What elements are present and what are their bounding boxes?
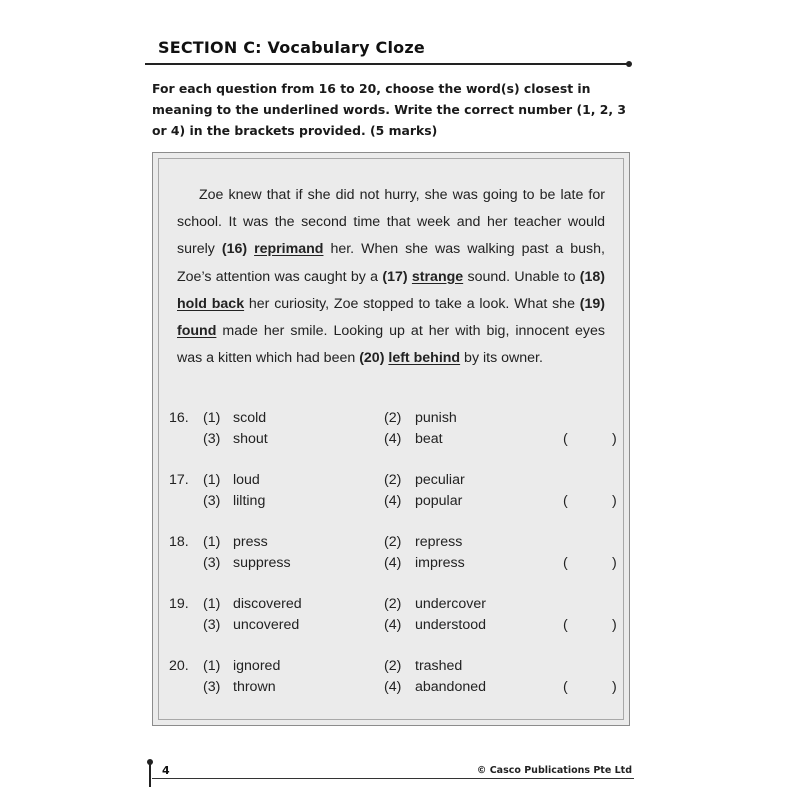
underlined-word-17 xyxy=(412,269,463,285)
passage-segment: made her smile. Looking up at her with big, innocent eyes was a kitten which had been xyxy=(177,323,605,367)
question-number: 17. xyxy=(169,472,189,488)
option-text: loud xyxy=(233,472,260,488)
footer-pin-stem xyxy=(149,761,151,787)
question-19 xyxy=(153,596,631,638)
passage-segment: sound. Unable to xyxy=(463,268,580,285)
passage-segment: her. When she was walking past a bush, Zoe’s attention was caught by a xyxy=(177,241,605,285)
answer-bracket-close: ) xyxy=(612,679,617,695)
option-label: (1) xyxy=(203,658,221,674)
underlined-word-16-text: reprimand xyxy=(254,241,324,258)
option-text: thrown xyxy=(233,679,276,695)
option-label: (4) xyxy=(384,431,402,447)
blank-number-16: (16) xyxy=(221,241,248,258)
question-number: 16. xyxy=(169,410,189,426)
section-title: SECTION C: Vocabulary Cloze xyxy=(158,38,425,57)
answer-bracket-open: ( xyxy=(563,493,568,509)
underlined-word-19-text: found xyxy=(177,323,217,340)
option-text: impress xyxy=(415,555,465,571)
option-text: shout xyxy=(233,431,268,447)
option-label: (3) xyxy=(203,679,221,695)
question-number: 20. xyxy=(169,658,189,674)
option-label: (2) xyxy=(384,410,402,426)
question-16 xyxy=(153,410,631,452)
answer-bracket-close: ) xyxy=(612,431,617,447)
title-rule xyxy=(145,63,629,65)
option-text: lilting xyxy=(233,493,266,509)
answer-bracket-open: ( xyxy=(563,617,568,633)
option-label: (3) xyxy=(203,555,221,571)
blank-number-20: (20) xyxy=(359,350,385,367)
answer-bracket-close: ) xyxy=(612,493,617,509)
question-18 xyxy=(153,534,631,576)
option-text: beat xyxy=(415,431,443,447)
option-text: peculiar xyxy=(415,472,465,488)
underlined-word-18 xyxy=(177,296,244,312)
passage-segment: her curiosity, Zoe stopped to take a look. What she xyxy=(244,295,580,312)
underlined-word-20 xyxy=(388,350,460,366)
option-label: (2) xyxy=(384,534,402,550)
underlined-word-17-text: strange xyxy=(411,268,464,285)
question-number: 19. xyxy=(169,596,189,612)
option-label: (2) xyxy=(384,472,402,488)
blank-number-19: (19) xyxy=(579,295,605,312)
option-text: abandoned xyxy=(415,679,487,695)
option-text: popular xyxy=(415,493,463,509)
question-number: 18. xyxy=(169,534,189,550)
option-text: understood xyxy=(415,617,486,633)
option-label: (1) xyxy=(203,534,221,550)
answer-bracket-open: ( xyxy=(563,431,568,447)
option-text: suppress xyxy=(233,555,291,571)
option-label: (4) xyxy=(384,679,402,695)
answer-bracket-open: ( xyxy=(563,555,568,571)
blank-number-18: (18) xyxy=(579,268,605,285)
underlined-word-19 xyxy=(177,323,216,339)
option-label: (3) xyxy=(203,617,221,633)
title-rule-dot xyxy=(626,61,632,67)
option-text: press xyxy=(233,534,268,550)
option-text: discovered xyxy=(233,596,302,612)
option-label: (1) xyxy=(203,472,221,488)
option-label: (4) xyxy=(384,555,402,571)
answer-bracket-open: ( xyxy=(563,679,568,695)
blank-number-17: (17) xyxy=(382,268,408,285)
option-text: uncovered xyxy=(233,617,300,633)
passage-segment: Zoe knew that if she did not hurry, she was going to be late for school. It was the second time that week and her teacher would surely xyxy=(177,187,605,258)
instructions: For each question from 16 to 20, choose the word(s) closest in meaning to the underlined words. Write the correct number (1, 2, 3 or 4) in the brackets provided. (5 marks) xyxy=(152,81,627,138)
option-label: (2) xyxy=(384,596,402,612)
option-label: (4) xyxy=(384,493,402,509)
passage-text xyxy=(177,182,605,372)
option-label: (1) xyxy=(203,596,221,612)
passage-segment: by its owner. xyxy=(460,350,543,367)
underlined-word-18-text: hold back xyxy=(177,295,245,312)
option-label: (3) xyxy=(203,431,221,447)
option-text: scold xyxy=(233,410,267,426)
option-text: undercover xyxy=(415,596,486,612)
answer-bracket-close: ) xyxy=(612,617,617,633)
option-label: (2) xyxy=(384,658,402,674)
option-text: ignored xyxy=(233,658,281,674)
answer-bracket-close: ) xyxy=(612,555,617,571)
underlined-word-20-text: left behind xyxy=(388,350,461,367)
option-label: (1) xyxy=(203,410,221,426)
footer-rule xyxy=(152,778,634,779)
question-17 xyxy=(153,472,631,514)
option-label: (4) xyxy=(384,617,402,633)
publisher-credit: © Casco Publications Pte Ltd xyxy=(476,765,632,776)
option-text: trashed xyxy=(415,658,463,674)
question-20 xyxy=(153,658,631,700)
option-label: (3) xyxy=(203,493,221,509)
underlined-word-16 xyxy=(254,241,323,257)
option-text: repress xyxy=(415,534,463,550)
page-number: 4 xyxy=(162,764,170,777)
passage-indent xyxy=(177,187,199,203)
option-text: punish xyxy=(415,410,457,426)
passage-box xyxy=(152,152,630,726)
